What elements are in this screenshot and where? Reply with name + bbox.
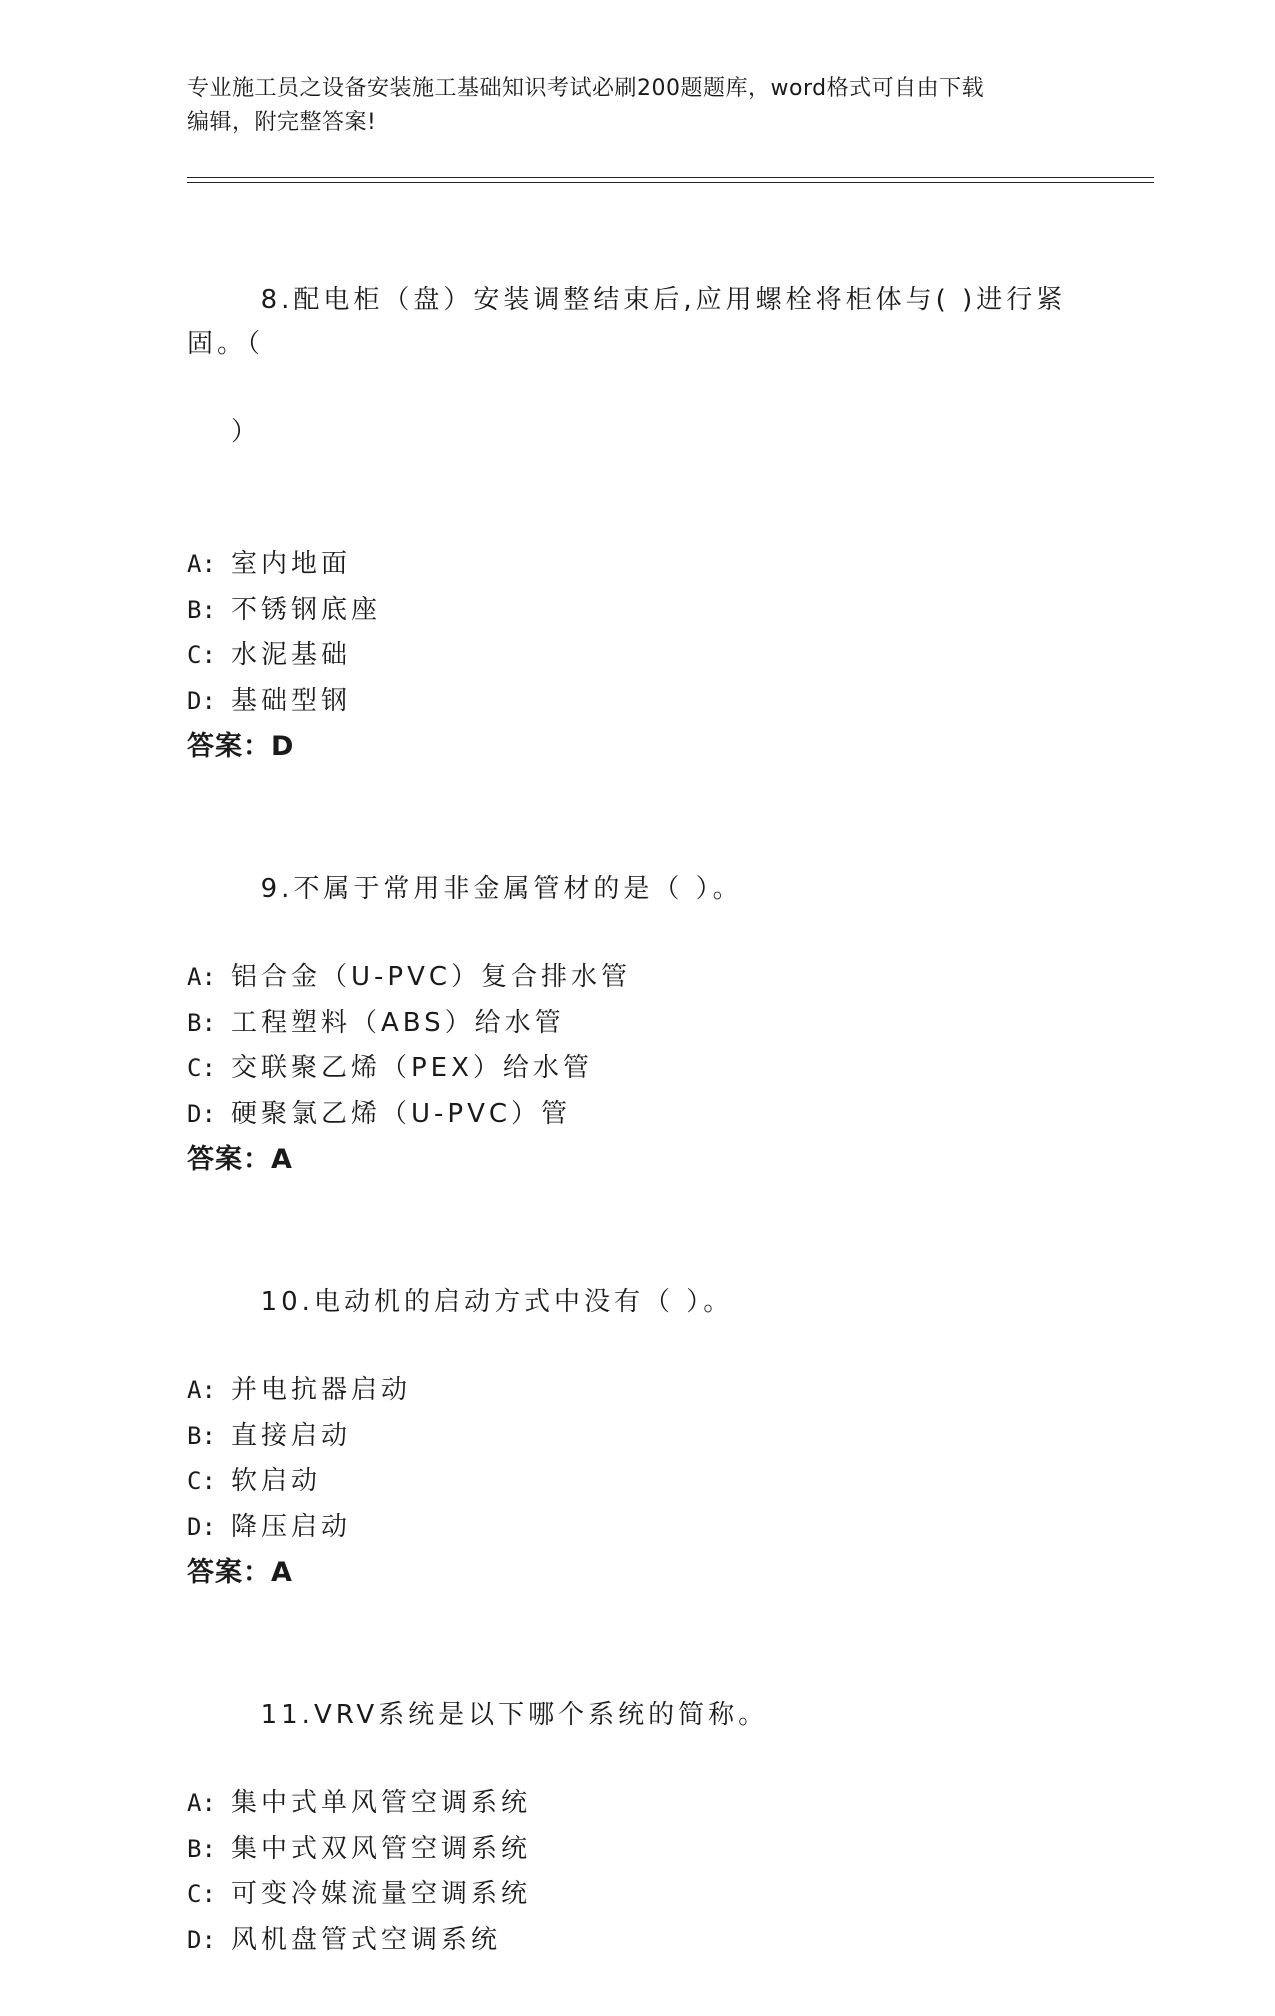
question-9 <box>187 823 1087 1183</box>
question-stem <box>187 1649 1087 1781</box>
option-text: 工程塑料（ABS）给水管 <box>231 1007 565 1038</box>
option-a <box>187 1781 1087 1827</box>
option-letter: D: <box>187 686 216 715</box>
option-letter: B: <box>187 1008 216 1037</box>
option-d <box>187 679 1087 725</box>
option-text: 室内地面 <box>231 549 352 579</box>
option-d <box>187 1505 1087 1551</box>
question-stem <box>187 234 1087 542</box>
option-text: 集中式双风管空调系统 <box>231 1833 532 1864</box>
option-c <box>187 1872 1087 1918</box>
option-text: 集中式单风管空调系统 <box>231 1788 532 1818</box>
option-text: 可变冷媒流量空调系统 <box>231 1879 532 1909</box>
option-letter: D: <box>187 1925 216 1954</box>
header-divider-top <box>187 177 1154 178</box>
option-letter: B: <box>187 1421 216 1450</box>
option-c <box>187 1046 1087 1092</box>
option-text: 降压启动 <box>231 1511 352 1542</box>
option-text: 风机盘管式空调系统 <box>231 1924 502 1955</box>
option-letter: B: <box>187 1834 216 1863</box>
option-letter: A: <box>187 1376 216 1404</box>
option-text: 铝合金（U-PVC）复合排水管 <box>231 962 632 992</box>
header-line-1: 专业施工员之设备安装施工基础知识考试必刷200题题库，word格式可自由下载 <box>187 76 985 101</box>
option-d <box>187 1092 1087 1138</box>
option-b <box>187 1001 1087 1047</box>
option-text: 水泥基础 <box>231 640 352 670</box>
question-stem <box>187 823 1087 955</box>
option-letter: B: <box>187 595 216 624</box>
option-text: 硬聚氯乙烯（U-PVC）管 <box>231 1098 572 1129</box>
question-stem-line-1: 9.不属于常用非金属管材的是（ ）。 <box>260 874 743 904</box>
option-letter: C: <box>187 641 216 669</box>
option-text: 不锈钢底座 <box>231 594 382 625</box>
option-letter: A: <box>187 1789 216 1817</box>
document-header <box>187 72 1067 140</box>
header-divider-bottom <box>187 182 1154 183</box>
option-letter: A: <box>187 550 216 578</box>
option-c <box>187 1459 1087 1505</box>
option-b <box>187 1827 1087 1873</box>
option-letter: A: <box>187 963 216 991</box>
option-letter: D: <box>187 1512 216 1541</box>
question-stem <box>187 1236 1087 1368</box>
option-text: 并电抗器启动 <box>231 1375 412 1405</box>
question-8 <box>187 234 1087 770</box>
option-c <box>187 633 1087 679</box>
question-stem-line-1: 11.VRV系统是以下哪个系统的简称。 <box>260 1700 769 1730</box>
question-11 <box>187 1649 1087 1963</box>
question-stem-line-1: 8.配电柜（盘）安装调整结束后,应用螺栓将柜体与( )进行紧固。（ <box>187 285 1067 359</box>
option-d <box>187 1918 1087 1964</box>
question-list <box>187 234 1087 2016</box>
answer-label: 答案：A <box>187 1557 293 1588</box>
option-text: 软启动 <box>231 1466 322 1496</box>
option-b <box>187 1414 1087 1460</box>
option-a <box>187 1368 1087 1414</box>
option-b <box>187 588 1087 634</box>
option-a <box>187 955 1087 1001</box>
option-text: 交联聚乙烯（PEX）给水管 <box>231 1053 593 1083</box>
option-letter: C: <box>187 1054 216 1082</box>
option-text: 直接启动 <box>231 1420 352 1451</box>
option-a <box>187 542 1087 588</box>
question-stem-line-2: ） <box>231 417 262 447</box>
option-letter: C: <box>187 1880 216 1908</box>
question-stem-line-1: 10.电动机的启动方式中没有（ ）。 <box>260 1287 734 1317</box>
header-line-2: 编辑，附完整答案! <box>187 110 377 135</box>
option-letter: D: <box>187 1099 216 1128</box>
option-letter: C: <box>187 1467 216 1495</box>
option-text: 基础型钢 <box>231 685 352 716</box>
answer-label: 答案：A <box>187 1144 293 1175</box>
question-10 <box>187 1236 1087 1596</box>
answer-label: 答案：D <box>187 731 295 762</box>
